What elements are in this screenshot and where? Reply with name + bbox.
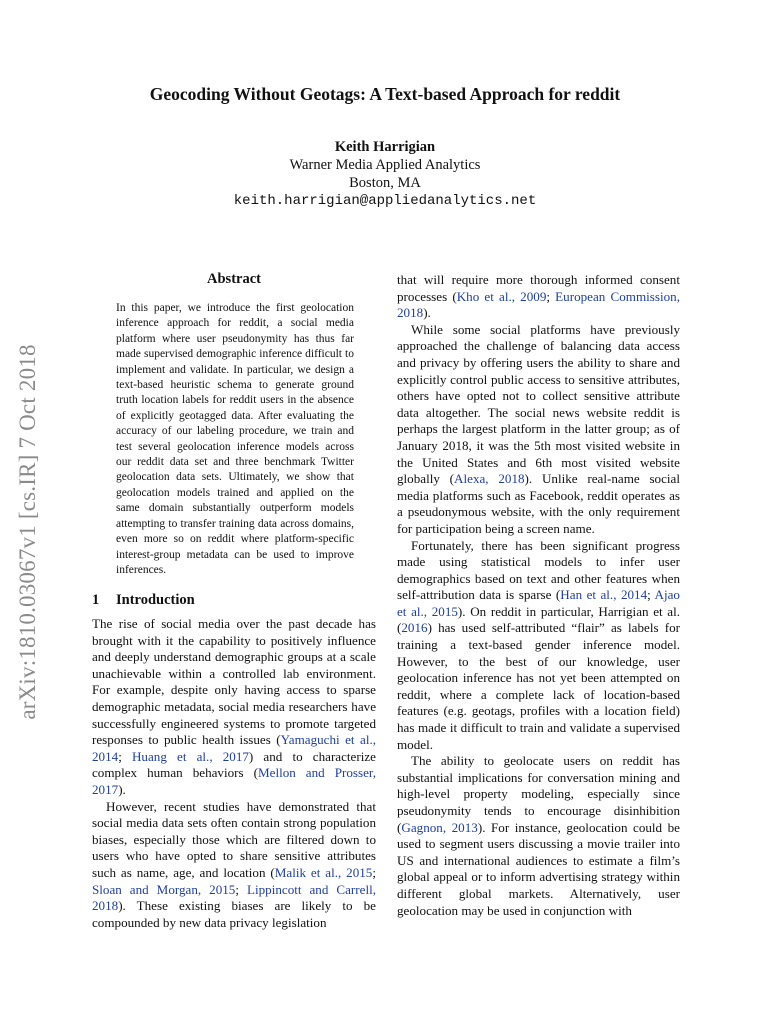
citation-link[interactable]: Sloan and Morgan, 2015 — [92, 881, 236, 897]
right-column — [397, 272, 680, 919]
arxiv-sidebar — [13, 332, 43, 732]
citation-link[interactable]: Han et al., 2014 — [560, 587, 648, 603]
text-run: ; — [372, 864, 376, 880]
text-run: ). For instance, geolocation could be used to segment users discussing a movie trailer into US and international audiences to estimate a film’s global appeal or to inform advertising strategy within different global markets. Alternatively, user geolocation may be used in conjunction with — [397, 819, 680, 918]
left-column — [92, 616, 376, 931]
intro-paragraph-3 — [397, 322, 680, 538]
author-name: Keith Harrigian — [334, 139, 436, 155]
author-block — [0, 138, 770, 210]
author-affiliation: Warner Media Applied Analytics — [289, 157, 481, 173]
abstract-heading: Abstract — [207, 271, 261, 287]
text-run: ). On reddit in particular, Harrigian et al. ( — [397, 603, 681, 636]
citation-link[interactable]: European Commission, 2018 — [397, 288, 680, 321]
text-run: that will require more thorough informed consent processes ( — [397, 272, 680, 304]
citation-link[interactable]: Kho et al., 2009 — [456, 288, 547, 304]
citation-link[interactable]: Mellon and Prosser, 2017 — [92, 765, 377, 797]
intro-paragraph-2-continued — [397, 272, 680, 322]
citation-link[interactable]: Gagnon, 2013 — [401, 819, 478, 835]
citation-link[interactable]: Yamaguchi et al., 2014 — [92, 732, 376, 764]
text-run: ) has used self-attributed “flair” as labels for training a text-based gender inference model. However, to the best of our knowledge, user geolocation inference has not yet been attempted on reddit, where a complete lack of location-based features (e.g. geotags, profiles with a location field) has made it difficult to train and validate a supervised model. — [397, 620, 680, 752]
citation-link[interactable]: Lippincott and Carrell, 2018 — [92, 881, 376, 914]
section-title: Introduction — [116, 592, 195, 608]
section-number: 1 — [92, 592, 100, 608]
text-run: ; — [647, 587, 655, 603]
citation-link[interactable]: Alexa, 2018 — [454, 471, 525, 487]
section-heading-introduction — [92, 592, 195, 609]
text-run: While some social platforms have previously approached the challenge of balancing data access and privacy by offering users the ability to share and explicitly control public access to sensitive attributes, others have opted not to collect sensitive attribute data altogether. The social news website reddit is perhaps the largest platform in the latter group; as of January 2018, it was the 5th most visited website in the United States and 6th most visited website globally ( — [397, 321, 680, 487]
text-run: ; — [118, 748, 132, 764]
text-run: ) and to characterize complex human behaviors ( — [92, 748, 376, 781]
citation-link[interactable]: Malik et al., 2015 — [274, 864, 373, 880]
text-run: ). — [118, 781, 126, 797]
paper-title: Geocoding Without Geotags: A Text-based Approach for reddit — [149, 84, 621, 104]
abstract-text: In this paper, we introduce the first geolocation inference approach for reddit, a social media platform where user pseudonymity has thus far made supervised demographic inference difficult to implement and validate. In particular, we design a text-based heuristic schema to generate ground truth location labels for reddit users in the absence of explicitly geotagged data. After evaluating the accuracy of our labeling procedure, we train and test several geolocation inference models across our reddit data set and three benchmark Twitter geolocation data sets. Ultimately, we show that geolocation models trained and applied on the same domain substantially outperform models attempting to transfer training data across domains, even more so on reddit where platform-specific interest-group metadata can be used to improve inferences. — [116, 302, 354, 576]
text-run: ; — [235, 881, 247, 897]
text-run: ). These existing biases are likely to be compounded by new data privacy legislation — [92, 898, 376, 930]
arxiv-identifier: arXiv:1810.03067v1 [cs.IR] 7 Oct 2018 — [15, 344, 40, 720]
author-location: Boston, MA — [349, 175, 421, 191]
text-run: ). Unlike real-name social media platforms such as Facebook, reddit operates as a pseudonymous website, with the only requirement for participation being a screen name. — [397, 471, 680, 536]
text-run: ; — [546, 288, 556, 304]
citation-link[interactable]: 2016 — [401, 620, 428, 636]
author-email[interactable]: keith.harrigian@appliedanalytics.net — [233, 193, 537, 209]
text-run: The ability to geolocate users on reddit has substantial implications for conversation mining and high-level property modeling, especially since pseudonymity tends to encourage disinhibition ( — [397, 753, 680, 835]
intro-paragraph-2 — [92, 799, 376, 932]
text-run: The rise of social media over the past decade has brought with it the capability to positively influence and deeply understand demographic groups at a scale unachievable within a controlled lab environment. For example, despite only having access to sparse demographic metadata, social media researchers have successfully engineered systems to promote targeted responses to public health issues ( — [92, 616, 376, 748]
citation-link[interactable]: Huang et al., 2017 — [131, 748, 249, 764]
intro-paragraph-5 — [397, 753, 680, 919]
text-run: Fortunately, there has been significant progress made using statistical models to infer user demographics based on text and other features when self-attribution data is sparse ( — [397, 537, 680, 603]
citation-link[interactable]: Ajao et al., 2015 — [397, 587, 680, 619]
intro-paragraph-4 — [397, 538, 680, 754]
intro-paragraph-1 — [92, 616, 376, 799]
text-run: However, recent studies have demonstrated that social media data sets often contain strong population biases, especially those which are filtered down to users who have opted to share sensitive attributes such as name, age, and location ( — [92, 798, 376, 880]
text-run: ). — [423, 305, 431, 321]
